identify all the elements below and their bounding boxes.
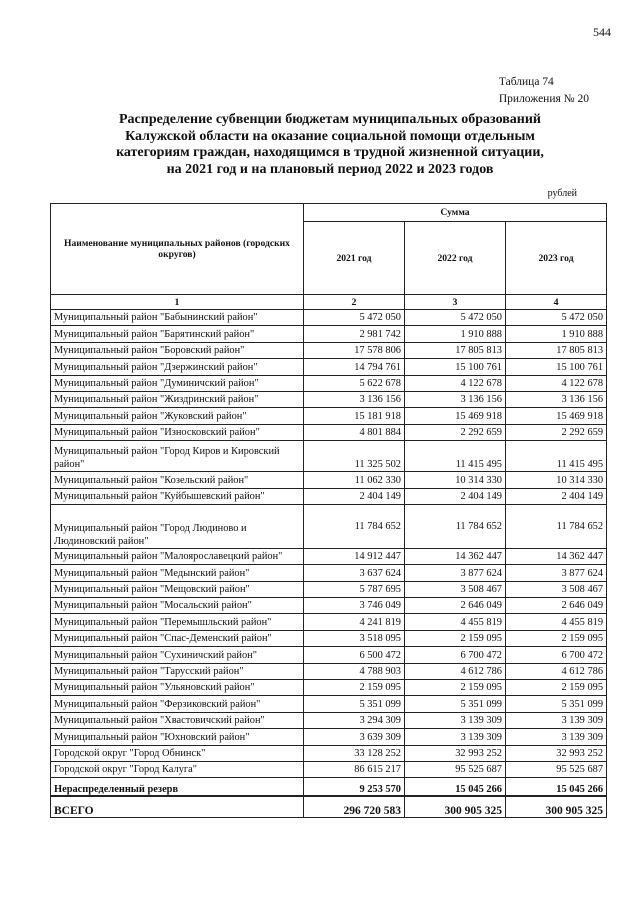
table-row: [51, 359, 607, 375]
document-title: [60, 112, 600, 178]
table-row: [51, 441, 607, 472]
value-2022: 2 159 095: [405, 630, 506, 646]
table-row: [51, 472, 607, 488]
value-2021: 11 325 502: [304, 441, 405, 472]
value-2021: 14 912 447: [304, 548, 405, 564]
table-row: [51, 408, 607, 424]
total-2023: 300 905 325: [506, 796, 607, 818]
column-number: 1: [51, 295, 304, 310]
year-header-2023: 2023 год: [506, 222, 607, 295]
value-2021: 11 784 652: [304, 504, 405, 548]
value-2023: 1 910 888: [506, 326, 607, 342]
total-2022: 300 905 325: [405, 796, 506, 818]
district-name: Муниципальный район "Спас-Деменский район": [51, 630, 304, 646]
district-name: Муниципальный район "Козельский район": [51, 472, 304, 488]
value-2022: 11 415 495: [405, 441, 506, 472]
district-name: Муниципальный район "Жуковский район": [51, 408, 304, 424]
value-2023: 11 784 652: [506, 504, 607, 548]
value-2022: 14 362 447: [405, 548, 506, 564]
value-2022: 5 351 099: [405, 696, 506, 712]
value-2023: 32 993 252: [506, 745, 607, 761]
total-row: [51, 796, 607, 818]
district-name: Муниципальный район "Юхновский район": [51, 729, 304, 745]
value-2021: 4 801 884: [304, 424, 405, 440]
value-2021: 86 615 217: [304, 761, 405, 777]
total-2021: 296 720 583: [304, 796, 405, 818]
value-2021: 2 404 149: [304, 488, 405, 504]
value-2022: 3 508 467: [405, 581, 506, 597]
column-number: 2: [304, 295, 405, 310]
value-2022: 5 472 050: [405, 310, 506, 326]
value-2021: 3 637 624: [304, 565, 405, 581]
table-row: [51, 598, 607, 614]
value-2023: 2 646 049: [506, 598, 607, 614]
district-name: Городской округ "Город Обнинск": [51, 745, 304, 761]
district-name: Муниципальный район "Город Людиново и Людиновский район": [51, 504, 304, 548]
value-2021: 5 622 678: [304, 375, 405, 391]
table-row: [51, 712, 607, 728]
value-2023: 15 469 918: [506, 408, 607, 424]
district-name: Муниципальный район "Малоярославецкий район": [51, 548, 304, 564]
district-name: Муниципальный район "Медынский район": [51, 565, 304, 581]
value-2023: 4 612 786: [506, 663, 607, 679]
table-row: [51, 729, 607, 745]
district-name: Муниципальный район "Дзержинский район": [51, 359, 304, 375]
table-label-block: [499, 74, 589, 108]
table-row: [51, 745, 607, 761]
table-row: [51, 375, 607, 391]
district-name: Муниципальный район "Хвастовичский район": [51, 712, 304, 728]
value-2023: 3 139 309: [506, 729, 607, 745]
district-name: Муниципальный район "Перемышльский район": [51, 614, 304, 630]
value-2021: 4 788 903: [304, 663, 405, 679]
value-2021: 3 294 309: [304, 712, 405, 728]
value-2021: 5 351 099: [304, 696, 405, 712]
name-column-header: Наименование муниципальных районов (городских округов): [51, 204, 304, 295]
title-line: на 2021 год и на плановый период 2022 и 2023 годов: [166, 161, 494, 177]
district-name: Муниципальный район "Ферзиковский район": [51, 696, 304, 712]
value-2022: 17 805 813: [405, 342, 506, 358]
value-2021: 3 746 049: [304, 598, 405, 614]
value-2021: 2 159 095: [304, 680, 405, 696]
district-name: Муниципальный район "Жиздринский район": [51, 391, 304, 407]
year-header-2022: 2022 год: [405, 222, 506, 295]
table-row: [51, 680, 607, 696]
total-name: ВСЕГО: [51, 796, 304, 818]
table-row: [51, 647, 607, 663]
value-2022: 6 700 472: [405, 647, 506, 663]
value-2021: 33 128 252: [304, 745, 405, 761]
appendix-label: Приложения № 20: [498, 93, 589, 105]
value-2021: 14 794 761: [304, 359, 405, 375]
value-2023: 6 700 472: [506, 647, 607, 663]
value-2023: 2 404 149: [506, 488, 607, 504]
district-name: Муниципальный район "Мосальский район": [51, 598, 304, 614]
table-row: [51, 565, 607, 581]
value-2022: 4 122 678: [405, 375, 506, 391]
value-2021: 3 639 309: [304, 729, 405, 745]
table-row: [51, 488, 607, 504]
table-row: [51, 310, 607, 326]
value-2023: 2 159 095: [506, 630, 607, 646]
value-2023: 17 805 813: [506, 342, 607, 358]
year-header-2021: 2021 год: [304, 222, 405, 295]
value-2021: 11 062 330: [304, 472, 405, 488]
value-2022: 10 314 330: [405, 472, 506, 488]
district-name: Муниципальный район "Город Киров и Кировский район": [51, 441, 304, 472]
value-2022: 2 159 095: [405, 680, 506, 696]
district-name: Муниципальный район "Боровский район": [51, 342, 304, 358]
table-row: [51, 326, 607, 342]
reserve-2022: 15 045 266: [405, 778, 506, 797]
sum-header: Сумма: [304, 204, 607, 222]
value-2023: 14 362 447: [506, 548, 607, 564]
value-2022: 3 139 309: [405, 712, 506, 728]
value-2021: 3 136 156: [304, 391, 405, 407]
units-label: рублей: [547, 188, 577, 199]
reserve-2021: 9 253 570: [304, 778, 405, 797]
district-name: Муниципальный район "Думиничский район": [51, 375, 304, 391]
value-2022: 2 404 149: [405, 488, 506, 504]
reserve-2023: 15 045 266: [506, 778, 607, 797]
value-2023: 10 314 330: [506, 472, 607, 488]
title-line: Распределение субвенции бюджетам муниципальных образований: [119, 112, 541, 127]
table-row: [51, 391, 607, 407]
value-2022: 4 612 786: [405, 663, 506, 679]
district-name: Городской округ "Город Калуга": [51, 761, 304, 777]
value-2021: 5 472 050: [304, 310, 405, 326]
value-2023: 4 122 678: [506, 375, 607, 391]
value-2023: 5 472 050: [506, 310, 607, 326]
value-2021: 6 500 472: [304, 647, 405, 663]
value-2023: 11 415 495: [506, 441, 607, 472]
district-name: Муниципальный район "Сухиничский район": [51, 647, 304, 663]
table-row: [51, 630, 607, 646]
value-2023: 3 508 467: [506, 581, 607, 597]
value-2022: 15 100 761: [405, 359, 506, 375]
value-2022: 1 910 888: [405, 326, 506, 342]
value-2021: 4 241 819: [304, 614, 405, 630]
district-name: Муниципальный район "Куйбышевский район": [51, 488, 304, 504]
value-2021: 5 787 695: [304, 581, 405, 597]
table-row: [51, 548, 607, 564]
value-2022: 3 139 309: [405, 729, 506, 745]
district-name: Муниципальный район "Износковский район": [51, 424, 304, 440]
table-row: [51, 342, 607, 358]
table-row: [51, 581, 607, 597]
title-line: категориям граждан, находящимся в трудной жизненной ситуации,: [116, 145, 544, 160]
value-2022: 11 784 652: [405, 504, 506, 548]
value-2023: 5 351 099: [506, 696, 607, 712]
district-name: Муниципальный район "Бабынинский район": [51, 310, 304, 326]
value-2023: 3 136 156: [506, 391, 607, 407]
table-row: [51, 504, 607, 548]
district-name: Муниципальный район "Тарусский район": [51, 663, 304, 679]
table-row: [51, 696, 607, 712]
value-2022: 2 292 659: [405, 424, 506, 440]
subvention-table: [50, 203, 607, 818]
table-row: [51, 761, 607, 777]
value-2023: 4 455 819: [506, 614, 607, 630]
column-number: 4: [506, 295, 607, 310]
table-row: [51, 424, 607, 440]
value-2022: 2 646 049: [405, 598, 506, 614]
title-line: Калужской области на оказание социальной помощи отдельным: [125, 128, 535, 144]
district-name: Муниципальный район "Мещовский район": [51, 581, 304, 597]
value-2023: 2 159 095: [506, 680, 607, 696]
reserve-row: [51, 778, 607, 797]
value-2022: 4 455 819: [405, 614, 506, 630]
table-row: [51, 614, 607, 630]
reserve-name: Нераспределенный резерв: [51, 778, 304, 797]
table-body: [51, 310, 607, 778]
value-2022: 32 993 252: [405, 745, 506, 761]
column-number: 3: [405, 295, 506, 310]
value-2023: 95 525 687: [506, 761, 607, 777]
table-row: [51, 663, 607, 679]
value-2022: 3 136 156: [405, 391, 506, 407]
value-2021: 17 578 806: [304, 342, 405, 358]
value-2021: 2 981 742: [304, 326, 405, 342]
value-2023: 3 139 309: [506, 712, 607, 728]
district-name: Муниципальный район "Барятинский район": [51, 326, 304, 342]
value-2021: 3 518 095: [304, 630, 405, 646]
table-number-label: Таблица 74: [498, 76, 554, 88]
value-2023: 15 100 761: [506, 359, 607, 375]
value-2022: 95 525 687: [405, 761, 506, 777]
value-2021: 15 181 918: [304, 408, 405, 424]
value-2022: 15 469 918: [405, 408, 506, 424]
page-number: 544: [593, 25, 611, 39]
value-2023: 3 877 624: [506, 565, 607, 581]
value-2022: 3 877 624: [405, 565, 506, 581]
value-2023: 2 292 659: [506, 424, 607, 440]
district-name: Муниципальный район "Ульяновский район": [51, 680, 304, 696]
